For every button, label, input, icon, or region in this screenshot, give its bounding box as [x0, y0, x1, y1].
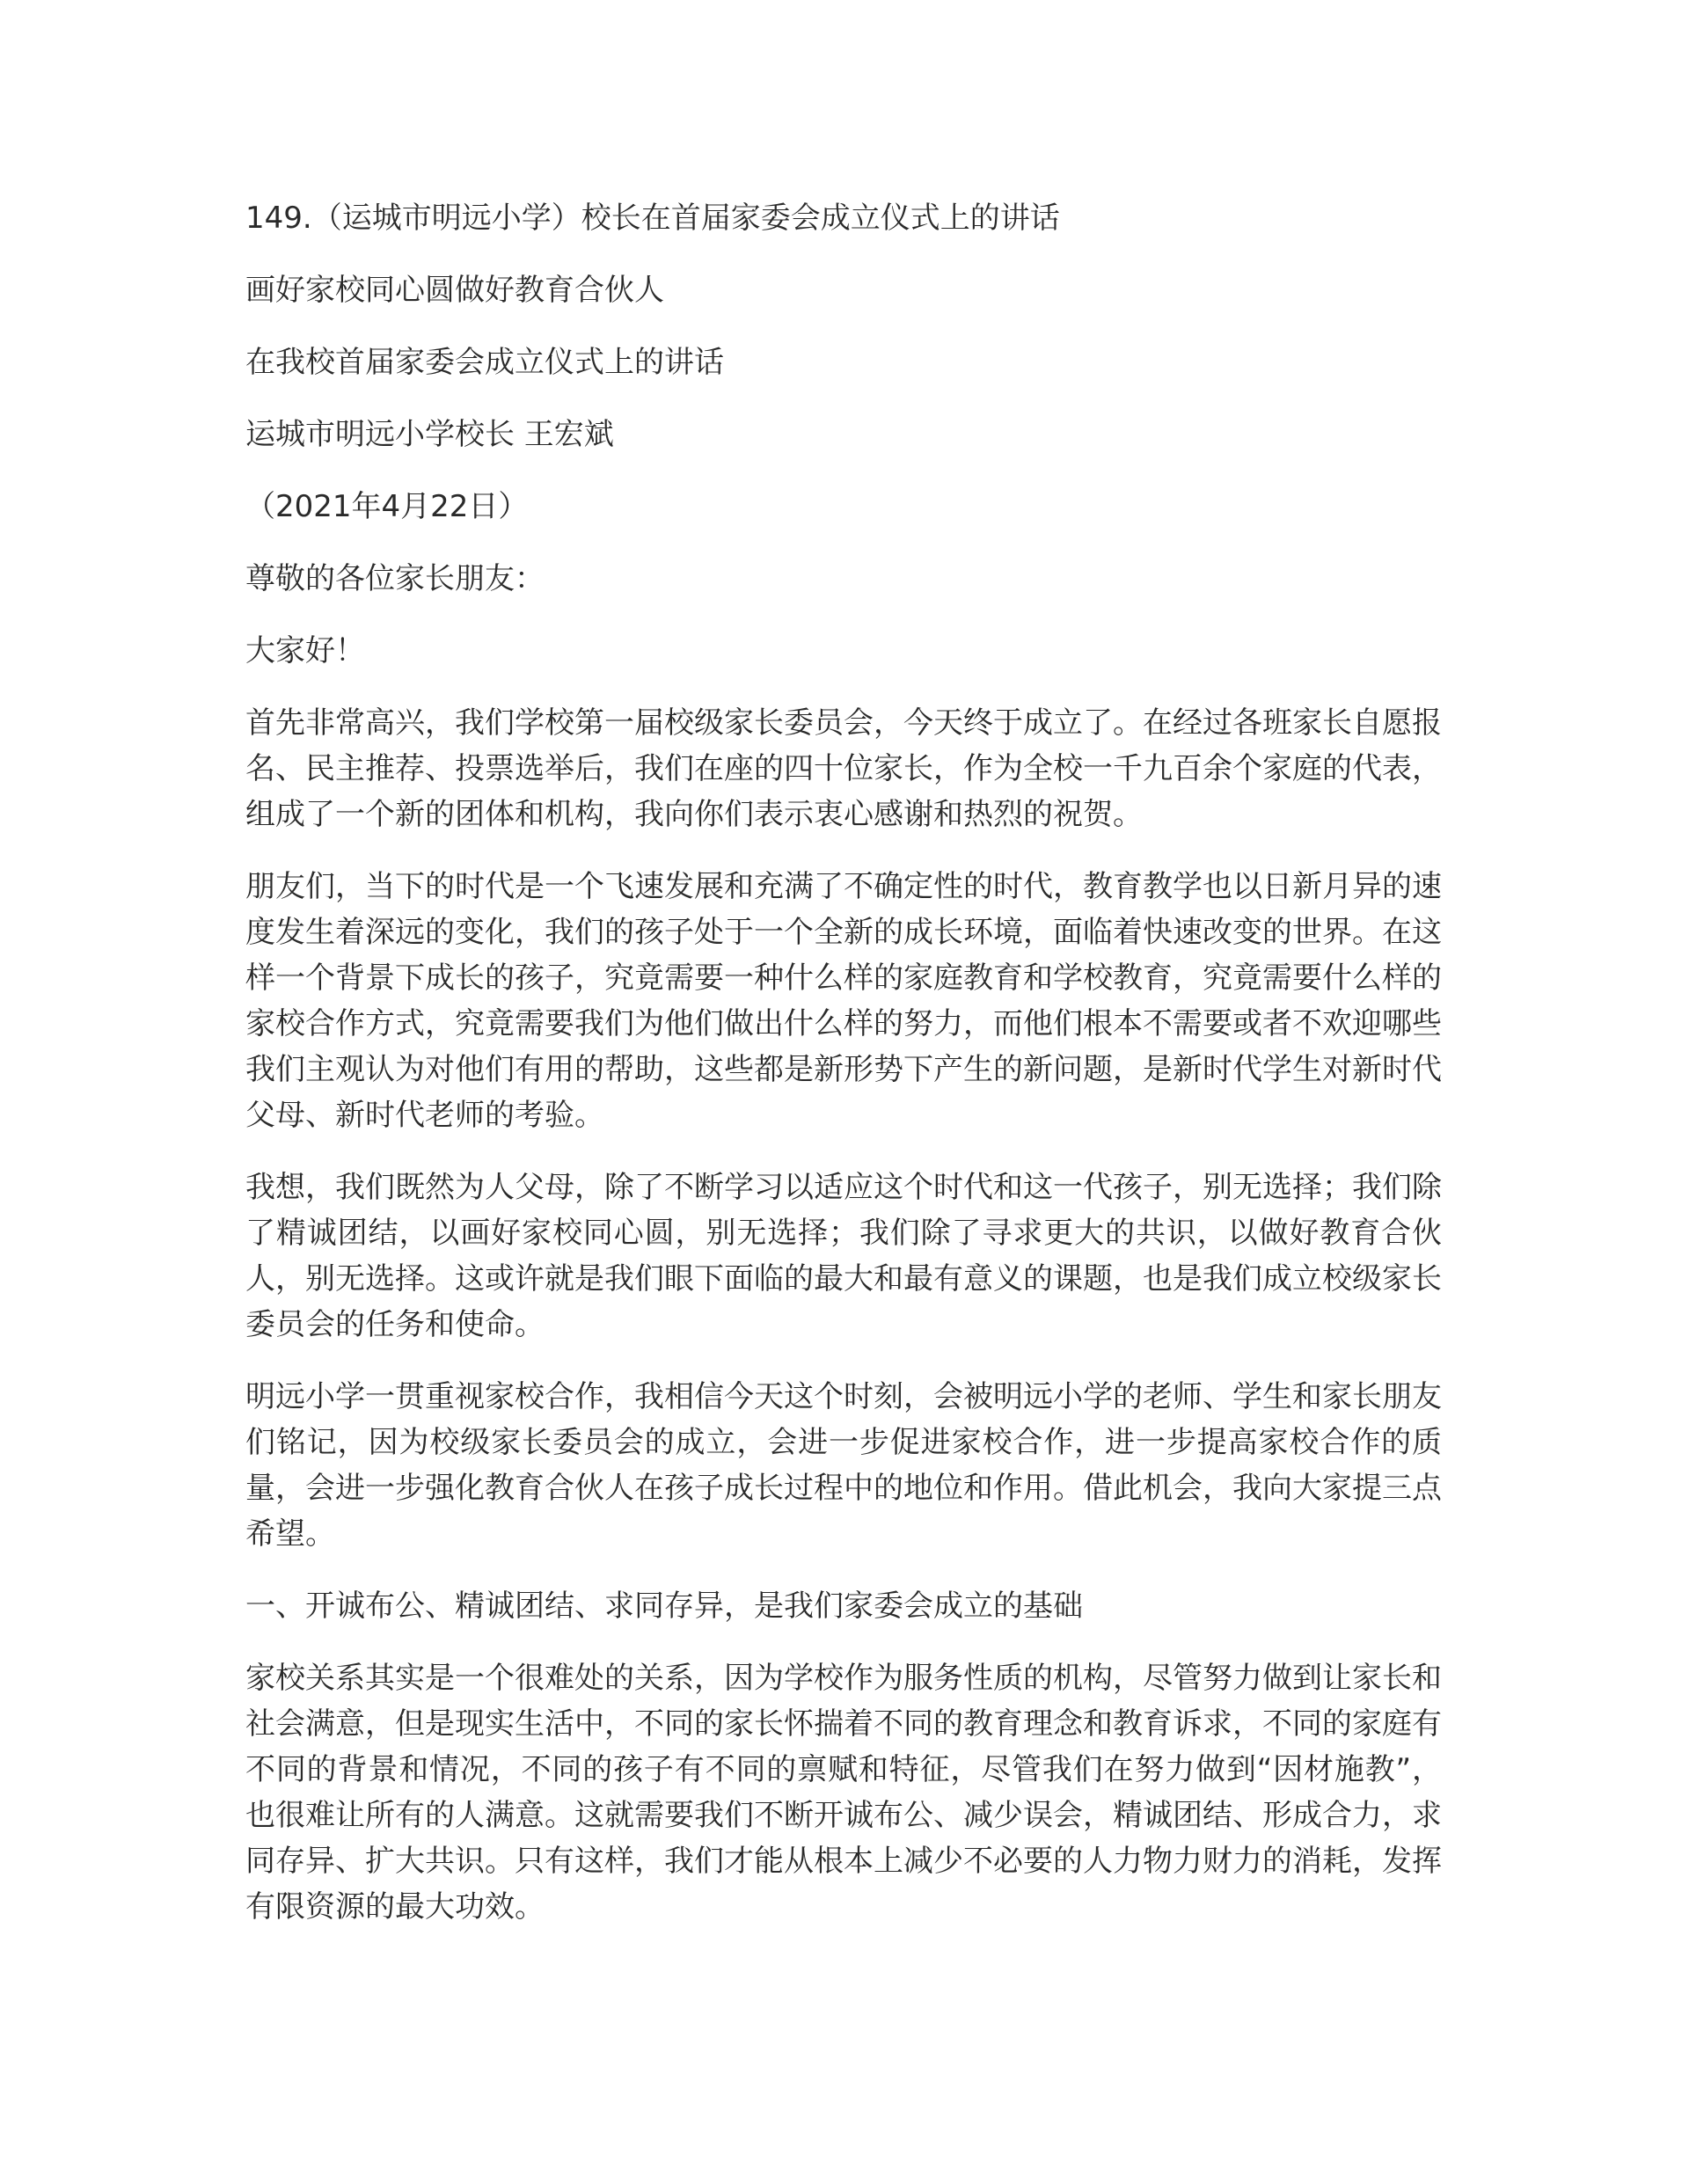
speech-subheading: 在我校首届家委会成立仪式上的讲话 — [245, 345, 724, 380]
document-body — [245, 195, 1442, 1930]
section-paragraph: 家校关系其实是一个很难处的关系，因为学校作为服务性质的机构，尽管努力做到让家长和社会满意，但是现实生活中，不同的家长怀揣着不同的教育理念和教育诉求，不同的家庭有不同的背景和情况，不同的孩子有不同的禀赋和特征，尽管我们在努力做到“因材施教”，也很难让所有的人满意。这就需要我们不断开诚布公、减少误会，精诚团结、形成合力，求同存异、扩大共识。只有这样，我们才能从根本上减少不必要的人力物力财力的消耗，发挥有限资源的最大功效。 — [245, 1661, 1442, 1925]
salutation: 尊敬的各位家长朋友： — [245, 561, 545, 596]
greeting: 大家好！ — [245, 633, 365, 668]
body-paragraph: 我想，我们既然为人父母，除了不断学习以适应这个时代和这一代孩子，别无选择；我们除了精诚团结，以画好家校同心圆，别无选择；我们除了寻求更大的共识，以做好教育合伙人，别无选择。这或许就是我们眼下面临的最大和最有意义的课题，也是我们成立校级家长委员会的任务和使命。 — [245, 1170, 1442, 1342]
document-title: 149.（运城市明远小学）校长在首届家委会成立仪式上的讲话 — [245, 201, 1060, 236]
speech-date: （2021年4月22日） — [245, 489, 529, 524]
body-paragraph: 首先非常高兴，我们学校第一届校级家长委员会，今天终于成立了。在经过各班家长自愿报名、民主推荐、投票选举后，我们在座的四十位家长，作为全校一千九百余个家庭的代表，组成了一个新的团体和机构，我向你们表示衷心感谢和热烈的祝贺。 — [245, 705, 1442, 832]
body-paragraph: 明远小学一贯重视家校合作，我相信今天这个时刻，会被明远小学的老师、学生和家长朋友们铭记，因为校级家长委员会的成立，会进一步促进家校合作，进一步提高家校合作的质量，会进一步强化教育合伙人在孩子成长过程中的地位和作用。借此机会，我向大家提三点希望。 — [245, 1379, 1442, 1552]
speech-author: 运城市明远小学校长 王宏斌 — [245, 417, 614, 452]
section-heading: 一、开诚布公、精诚团结、求同存异，是我们家委会成立的基础 — [245, 1589, 1083, 1624]
body-paragraph: 朋友们，当下的时代是一个飞速发展和充满了不确定性的时代，教育教学也以日新月异的速度发生着深远的变化，我们的孩子处于一个全新的成长环境，面临着快速改变的世界。在这样一个背景下成长的孩子，究竟需要一种什么样的家庭教育和学校教育，究竟需要什么样的家校合作方式，究竟需要我们为他们做出什么样的努力，而他们根本不需要或者不欢迎哪些我们主观认为对他们有用的帮助，这些都是新形势下产生的新问题，是新时代学生对新时代父母、新时代老师的考验。 — [245, 869, 1442, 1133]
speech-heading: 画好家校同心圆做好教育合伙人 — [245, 273, 664, 308]
